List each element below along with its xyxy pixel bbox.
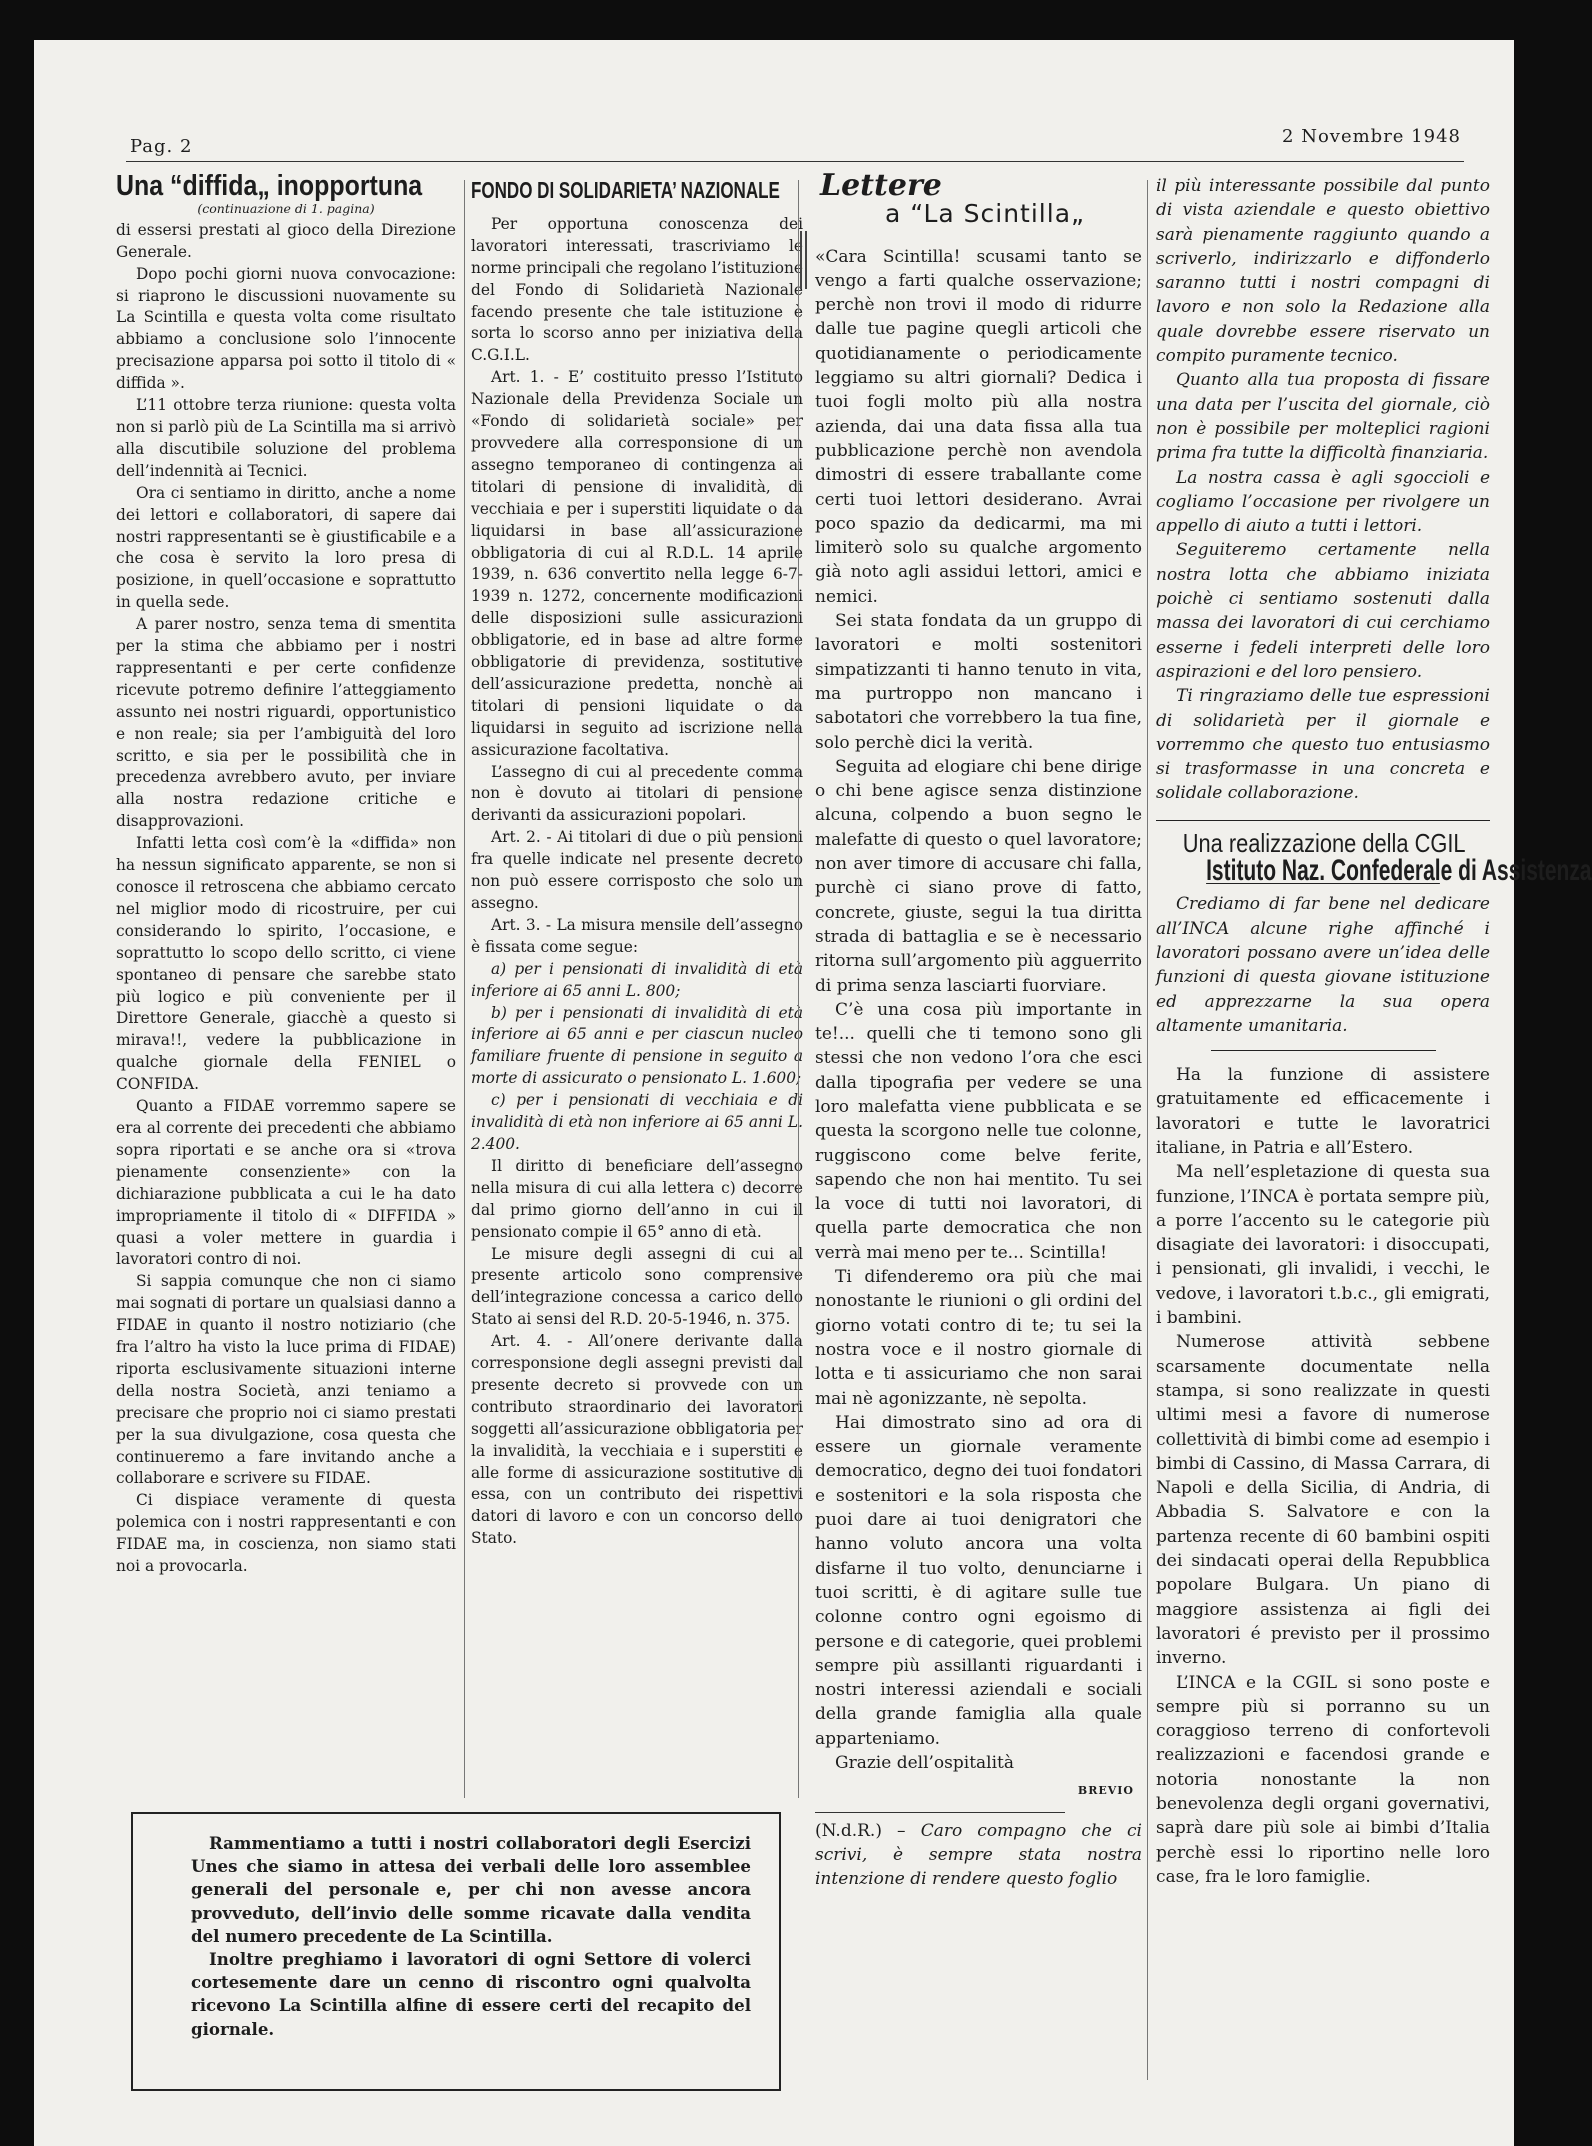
paragraph: La nostra cassa è agli sgoccioli e cogliamo l’occasione per rivolgere un appello di aiuto a tutti i lettori. [1156,467,1490,537]
paragraph: Art. 3. - La misura mensile dell’assegno è fissata come segue: [471,915,803,956]
article-diffida [116,170,456,1578]
article-lettere [815,168,1142,1891]
notice-paragraph: Rammentiamo a tutti i nostri collaboratori degli Esercizi Unes che siamo in attesa dei verbali delle loro assemblee generali del personale e, per chi non avesse ancora provveduto, dell’invio delle somme ricavate dalla vendita del numero precedente de La Scintilla. [191,1833,751,1946]
paragraph: Si sappia comunque che non ci siamo mai sognati di portare un qualsiasi danno a FIDAE in quanto il nostro notiziario (che fra l’altro ha visto la luce prima di FIDAE) riporta esclusivamente situazioni interne della nostra Società, anzi teniamo a precisare che proprio noi ci siamo prestati per la sua divulgazione, cosa questa che continueremo a fare invitando anche a collaborare e scrivere su FIDAE. [116,1272,456,1488]
notice-box [131,1812,781,2091]
inca-title-line2: Istituto Naz. Confederale di Assistenza [1206,854,1592,888]
article-fondo-solidarieta [471,176,803,1550]
article-title: Una “diffida„ inopportuna [116,170,423,202]
paragraph: Numerose attività sebbene scarsamente documentate nella stampa, si sono realizzate in questi ultimi mesi a favore di numerose collettività di bimbi come ad esempio i bimbi di Cassino, di Massa Carrara, di Napoli e della Sicilia, di Andria, di Abbadia S. Salvatore e con la partenza recente di 60 bambini ospiti dei sindacati operai della Repubblica popolare Bulgara. Un piano di maggiore assistenza ai figli dei lavoratori é previsto per il prossimo inverno. [1156,1332,1490,1669]
inca-title-line1: Una realizzazione della CGIL [1182,827,1466,858]
paragraph: Quanto a FIDAE vorremmo sapere se era al corrente dei precedenti che abbiamo sopra riportati e se anche ora si «trova pienamente consenziente» con la dichiarazione pubblicata a cui le ha dato impropriamente il titolo di « DIFFIDA » quasi a voler mettere in guardia i lavoratori contro di noi. [116,1097,456,1269]
paragraph: «Cara Scintilla! scusami tanto se vengo a farti qualche osservazione; perchè non trovi il modo di ridurre dalle tue pagine quegli articoli che quotidianamente o periodicamente leggiamo su altri giornali? Dedica i tuoi fogli molto più alla nostra azienda, dai una data fissa alla tua pubblicazione perchè non avendola dimostri di essere traballante come certi tuoi lettori desiderano. Avrai poco spazio da dedicarmi, ma mi limiterò solo su qualche argomento già noto agli assidui lettori, amici e nemici. [815,246,1142,607]
paragraph: a) per i pensionati di invalidità di età inferiore ai 65 anni L. 800; [471,959,803,1000]
paragraph: di essersi prestati al gioco della Direzione Generale. [116,220,456,261]
paragraph: Per opportuna conoscenza dei lavoratori interessati, trascriviamo le norme principali che regolano l’istituzione del Fondo di Solidarietà Nazionale facendo presente che tale istituzione è sorta lo scorso anno per iniziativa della C.G.I.L. [471,214,803,365]
paragraph: C’è una cosa più importante in te!... quelli che ti temono sono gli stessi che non vedono l’ora che esci dalla tipografia per vedere se una loro malefatta viene pubblicata e se questa la scorgono nelle tue colonne, ruggiscono come belve ferite, sapendo che non hai mentito. Tu sei la voce di tutti noi lavoratori, di quella parte democratica che non verrà mai meno per te... Scintilla! [815,999,1142,1263]
notice-paragraph: Inoltre preghiamo i lavoratori di ogni Settore di volerci cortesemente dare un cenno di riscontro ogni qualvolta ricevono La Scintilla alfine di essere certi del recapito del giornale. [191,1949,751,2039]
paragraph: Art. 2. - Ai titolari di due o più pensioni fra quelle indicate nel presente decreto non può essere corrisposto che solo un assegno. [471,828,803,912]
column-divider [464,180,465,1798]
column-four [1156,174,1592,1889]
article-subtitle: (continuazione di 1. pagina) [197,200,375,216]
inca-intro: Crediamo di far bene nel dedicare all’INCA alcune righe affinché i lavoratori possano avere un’idea delle funzioni di questa giovane istituzione ed apprezzarne la sua opera altamente umanitaria. [1156,894,1490,1036]
paragraph: Ti difenderemo ora più che mai nonostante le riunioni o gli ordini del giorno votati contro di te; tu sei la nostra voce e il nostro giornale di lotta e ti assicuriamo che non sarai mai nè agonizzante, nè sepolta. [815,1267,1142,1409]
signature: BREVIO [1077,1784,1134,1798]
column-divider [1147,180,1148,2080]
paragraph: Art. 4. - All’onere derivante dalla corresponsione degli assegni previsti dal presente decreto si provvede con un contributo straordinario dei lavoratori soggetti all’assicurazione obbligatoria per la invalidità, la vecchiaia e i superstiti e alle forme di assicurazione sostitutive di essa, con un contributo dei rispettivi datori di lavoro e con un concorso dello Stato. [471,1332,803,1548]
paragraph: Infatti letta così com’è la «diffida» non ha nessun significato apparente, se non si conosce il retroscena che abbiamo cercato nel miglior modo di ricostruire, per cui considerando lo spirito, l’occasione, e soprattutto lo scopo dello scritto, ci viene spontaneo di pensare che sarebbe stato più logico e più conveniente per il Direttore Generale, giacchè a questo si mirava!!, vedere la pubblicazione in qualche giornale della FENIEL o CONFIDA. [116,834,456,1094]
issue-date: 2 Novembre 1948 [1282,126,1461,147]
section-rule [1211,1050,1436,1051]
paragraph: Ha la funzione di assistere gratuitamente ed efficacemente i lavoratori e tutte le lavoratrici italiane, in Patria e all’Estero. [1156,1065,1490,1158]
paragraph: Le misure degli assegni di cui al presente articolo sono comprensive dell’integrazione concessa a carico dello Stato ai sensi del R.D. 20-5-1946, n. 375. [471,1244,803,1329]
paragraph: Quanto alla tua proposta di fissare una data per l’uscita del giornale, ciò non è possibile per molteplici ragioni prima fra tutte la difficoltà finanziaria. [1156,370,1490,464]
subtitle-bracket [800,231,807,289]
section-rule [1156,820,1490,821]
newspaper-page [34,40,1592,2146]
editor-note-text: Caro compagno che ci scrivi, è sempre stata nostra intenzione di rendere questo foglio [815,1820,1142,1890]
paragraph: L’11 ottobre terza riunione: questa volta non si parlò più de La Scintilla ma si arrivò alla discutibile soluzione del problema dell’indennità ai Tecnici. [116,396,456,480]
paragraph: b) per i pensionati di invalidità di età inferiore ai 65 anni e per ciascun nucleo familiare fruente di pensione in seguito a morte di assicurato o pensionato L. 1.600; [471,1003,803,1088]
paragraph: il più interessante possibile dal punto di vista aziendale e questo obiettivo sarà pienamente raggiunto quando a scriverlo, indirizzarlo e diffonderlo saranno tutti i nostri compagni di lavoro e non solo la Redazione alla quale dovrebbe essere riservato un compito puramente tecnico. [1156,176,1490,367]
article-title: Lettere [820,168,942,203]
paragraph: Seguita ad elogiare chi bene dirige o chi bene agisce senza distinzione alcuna, colpendo a buon segno le malefatte di questo o quel lavoratore; non aver timore di accusare chi falla, purchè ci siano prove di fatto, concrete, giuste, segui la tua diritta strada di battaglia e se è necessario ritorna sull’argomento più agguerrito di prima senza lasciarti fuorviare. [815,756,1142,996]
paragraph: L’assegno di cui al precedente comma non è dovuto ai titolari di pensione derivanti da assicurazioni popolari. [471,762,803,825]
paragraph: Hai dimostrato sino ad ora di essere un giornale veramente democratico, degno dei tuoi fondatori e sostenitori e la sola risposta che puoi dare ai tuoi denigratori che hanno voluto ancora una volta disfarne il tuo volto, denunciarne i tuoi scritti, è di agitare sulle tue colonne contro ogni egoismo di persone e di categorie, quei problemi sempre più assillanti riguardanti i nostri interessi aziendali e sociali della grande famiglia alla quale apparteniamo. [815,1412,1142,1749]
article-title: FONDO DI SOLIDARIETA’ NAZIONALE [471,177,780,203]
paragraph: Art. 1. - E’ costituito presso l’Istituto Nazionale della Previdenza Sociale un «Fondo di solidarietà sociale» per provvedere alla corresponsione di un assegno temporaneo di contingenza ai titolari di pensione di invalidità, di vecchiaia e per i superstiti liquidate o da liquidarsi in base all’assicurazione obbligatoria di cui al R.D.L. 14 aprile 1939, n. 636 convertito nella legge 6-7-1939 n. 1272, concernente modificazioni delle disposizioni sulle assicurazioni obbligatorie, ed in base ad altre forme obbligatorie di previdenza, sostitutive dell’assicurazione predetta, nonchè ai titolari di pensioni liquidate o da liquidarsi in seguito ad iscrizione nella assicurazione facoltativa. [471,368,803,759]
paragraph: Sei stata fondata da un gruppo di lavoratori e molti sostenitori simpatizzanti ti hanno tenuto in vita, ma purtroppo non mancano i sabotatori che vorrebbero la tua fine, solo perchè dici la verità. [815,611,1142,753]
header-rule [126,161,1464,162]
editor-note [815,1819,1142,1892]
paragraph: Dopo pochi giorni nuova convocazione: si riaprono le discussioni nuovamente su La Scintilla e questa volta come risultato abbiamo a conclusione solo l’innocente precisazione apparsa poi sotto il titolo di « diffida ». [116,264,456,393]
paragraph: Ora ci sentiamo in diritto, anche a nome dei lettori e collaboratori, di sapere dai nostri rappresentanti se è giustificabile e a che cosa è servito la loro presa di posizione, in quell’occasione e soprattutto in quella sede. [116,483,456,612]
column-divider [798,180,799,1798]
article-subtitle: a “La Scintilla„ [885,199,1085,229]
divider [815,1812,1065,1813]
paragraph: Il diritto di beneficiare dell’assegno nella misura di cui alla lettera c) decorre dal primo giorno dell’anno in cui il pensionato compie il 65° anno di età. [471,1156,803,1241]
paragraph: Ma nell’espletazione di questa sua funzione, l’INCA è portata sempre più, a porre l’accento su le categorie più disagiate dei lavoratori: i disoccupati, i pensionati, gli invalidi, i vecchi, le vedove, i lavoratori t.b.c., gli emigrati, i bambini. [1156,1162,1490,1329]
paragraph: Ci dispiace veramente di questa polemica con i nostri rappresentanti e con FIDAE ma, in coscienza, non siamo stati noi a provocarla. [116,1491,456,1576]
paragraph: Seguiteremo certamente nella nostra lotta che abbiamo iniziata poichè ci sentiamo sostenuti dalla massa dei lavoratori di cui cerchiamo esserne i fedeli interpreti delle loro aspirazioni e del loro pensiero. [1156,540,1490,682]
page-number: Pag. 2 [130,136,193,157]
paragraph: c) per i pensionati di vecchiaia e di invalidità di età non inferiore ai 65 anni L. 2.400. [471,1091,803,1153]
paragraph: L’INCA e la CGIL si sono poste e sempre più si porranno su un coraggioso terreno di confortevoli realizzazioni e facendosi grande e notoria nonostante la non benevolenza degli organi governativi, saprà dare più sole ai bimbi d’Italia perchè essi lo riportino nelle loro case, fra le loro famiglie. [1156,1672,1490,1887]
paragraph: A parer nostro, senza tema di smentita per la stima che abbiamo per i nostri rappresentanti e per certe confidenze ricevute potremo definire l’atteggiamento assunto nei nostri riguardi, opportunistico e non reale; sia per l’ambiguità del loro scritto, e sia per le possibilità che in precedenza avrebbero avuto, per inviare alla nostra redazione critiche e disapprovazioni. [116,615,456,831]
paragraph: Grazie dell’ospitalità [835,1753,1015,1773]
editor-note-label: (N.d.R.) – [815,1820,906,1841]
paragraph: Ti ringraziamo delle tue espressioni di solidarietà per il giornale e vorremmo che questo tuo entusiasmo si trasformasse in una concreta e solidale collaborazione. [1156,686,1490,804]
